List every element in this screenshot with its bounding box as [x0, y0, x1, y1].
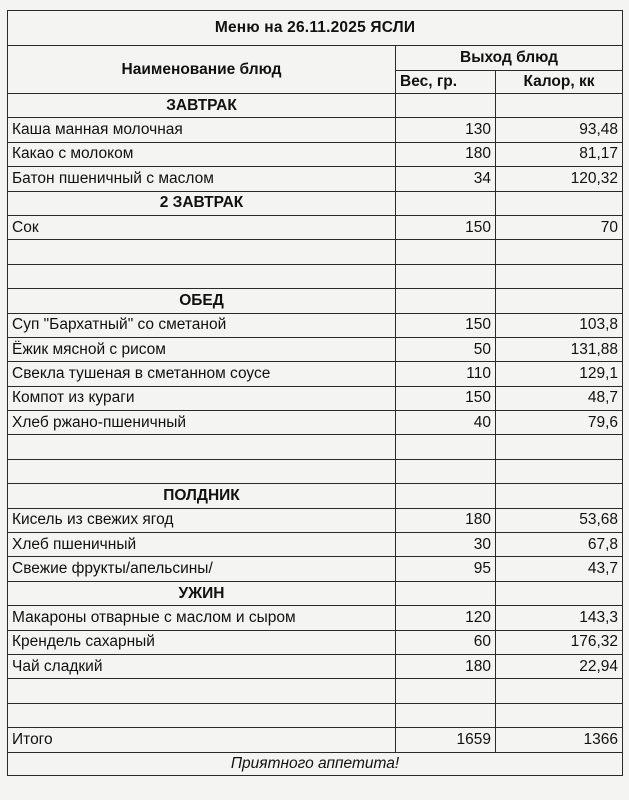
empty-cell: [496, 94, 623, 118]
dish-calories: 143,3: [496, 606, 623, 630]
dish-weight: 95: [396, 557, 496, 581]
dish-weight: 60: [396, 630, 496, 654]
section-row: [8, 484, 623, 508]
header-dish-name: Наименование блюд: [8, 46, 396, 94]
page-title: Меню на 26.11.2025 ЯСЛИ: [8, 11, 623, 46]
dish-calories: 53,68: [496, 508, 623, 532]
dish-calories: 79,6: [496, 411, 623, 435]
empty-cell: [396, 484, 496, 508]
empty-cell: [496, 459, 623, 483]
empty-row: [8, 264, 623, 288]
section-row: [8, 289, 623, 313]
empty-cell: [8, 240, 396, 264]
dish-row: [8, 411, 623, 435]
header-output: Выход блюд: [396, 46, 623, 71]
menu-sheet: [7, 10, 622, 776]
total-row: [8, 728, 623, 752]
dish-name: Макароны отварные с маслом и сыром: [8, 606, 396, 630]
dish-name: Крендель сахарный: [8, 630, 396, 654]
dish-row: [8, 142, 623, 166]
dish-name: Ёжик мясной с рисом: [8, 337, 396, 361]
dish-name: Компот из кураги: [8, 386, 396, 410]
dish-name: Каша манная молочная: [8, 118, 396, 142]
empty-row: [8, 679, 623, 703]
dish-row: [8, 362, 623, 386]
section-row: [8, 94, 623, 118]
dish-calories: 129,1: [496, 362, 623, 386]
dish-weight: 30: [396, 533, 496, 557]
dish-calories: 22,94: [496, 654, 623, 678]
header-calories: Калор, кк: [496, 71, 623, 94]
dish-weight: 130: [396, 118, 496, 142]
empty-cell: [496, 703, 623, 727]
empty-cell: [396, 264, 496, 288]
empty-cell: [396, 240, 496, 264]
dish-name: Кисель из свежих ягод: [8, 508, 396, 532]
dish-row: [8, 313, 623, 337]
empty-cell: [8, 703, 396, 727]
dish-row: [8, 167, 623, 191]
dish-row: [8, 215, 623, 239]
dish-weight: 180: [396, 508, 496, 532]
dish-row: [8, 386, 623, 410]
empty-cell: [396, 703, 496, 727]
dish-row: [8, 654, 623, 678]
dish-calories: 67,8: [496, 533, 623, 557]
dish-weight: 1659: [396, 728, 496, 752]
dish-weight: 180: [396, 654, 496, 678]
empty-cell: [396, 435, 496, 459]
section-title: ПОЛДНИК: [8, 484, 396, 508]
section-row: [8, 581, 623, 605]
dish-name: Суп "Бархатный" со сметаной: [8, 313, 396, 337]
dish-weight: 180: [396, 142, 496, 166]
empty-cell: [396, 289, 496, 313]
empty-cell: [8, 679, 396, 703]
section-title: ОБЕД: [8, 289, 396, 313]
dish-calories: 103,8: [496, 313, 623, 337]
empty-cell: [496, 679, 623, 703]
dish-name: Хлеб ржано-пшеничный: [8, 411, 396, 435]
empty-cell: [396, 459, 496, 483]
empty-row: [8, 435, 623, 459]
header-weight: Вес, гр.: [396, 71, 496, 94]
dish-row: [8, 630, 623, 654]
dish-weight: 110: [396, 362, 496, 386]
dish-row: [8, 533, 623, 557]
empty-row: [8, 240, 623, 264]
empty-cell: [496, 435, 623, 459]
dish-weight: 120: [396, 606, 496, 630]
empty-cell: [496, 581, 623, 605]
empty-cell: [396, 581, 496, 605]
empty-cell: [396, 679, 496, 703]
dish-calories: 176,32: [496, 630, 623, 654]
section-title: ЗАВТРАК: [8, 94, 396, 118]
title-row: [8, 11, 623, 46]
dish-name: Свекла тушеная в сметанном соусе: [8, 362, 396, 386]
dish-calories: 43,7: [496, 557, 623, 581]
dish-name: Какао с молоком: [8, 142, 396, 166]
empty-cell: [496, 191, 623, 215]
dish-name: Свежие фрукты/апельсины/: [8, 557, 396, 581]
dish-weight: 150: [396, 313, 496, 337]
dish-name: Сок: [8, 215, 396, 239]
dish-calories: 131,88: [496, 337, 623, 361]
dish-calories: 48,7: [496, 386, 623, 410]
empty-cell: [496, 484, 623, 508]
dish-calories: 120,32: [496, 167, 623, 191]
empty-cell: [8, 435, 396, 459]
empty-cell: [496, 240, 623, 264]
section-title: 2 ЗАВТРАК: [8, 191, 396, 215]
empty-cell: [8, 459, 396, 483]
section-row: [8, 191, 623, 215]
dish-weight: 40: [396, 411, 496, 435]
empty-row: [8, 703, 623, 727]
empty-cell: [496, 264, 623, 288]
dish-row: [8, 337, 623, 361]
dish-weight: 50: [396, 337, 496, 361]
dish-name: Итого: [8, 728, 396, 752]
menu-table: [7, 10, 623, 776]
dish-calories: 93,48: [496, 118, 623, 142]
dish-weight: 150: [396, 215, 496, 239]
section-title: УЖИН: [8, 581, 396, 605]
dish-calories: 81,17: [496, 142, 623, 166]
dish-calories: 70: [496, 215, 623, 239]
dish-row: [8, 606, 623, 630]
empty-cell: [496, 289, 623, 313]
empty-row: [8, 459, 623, 483]
empty-cell: [396, 94, 496, 118]
dish-weight: 150: [396, 386, 496, 410]
header-row: [8, 46, 623, 71]
dish-name: Батон пшеничный с маслом: [8, 167, 396, 191]
empty-cell: [8, 264, 396, 288]
dish-row: [8, 557, 623, 581]
dish-name: Хлеб пшеничный: [8, 533, 396, 557]
dish-name: Чай сладкий: [8, 654, 396, 678]
footer-text: Приятного аппетита!: [8, 752, 623, 775]
dish-weight: 34: [396, 167, 496, 191]
dish-calories: 1366: [496, 728, 623, 752]
dish-row: [8, 118, 623, 142]
footer-row: [8, 752, 623, 775]
dish-row: [8, 508, 623, 532]
empty-cell: [396, 191, 496, 215]
